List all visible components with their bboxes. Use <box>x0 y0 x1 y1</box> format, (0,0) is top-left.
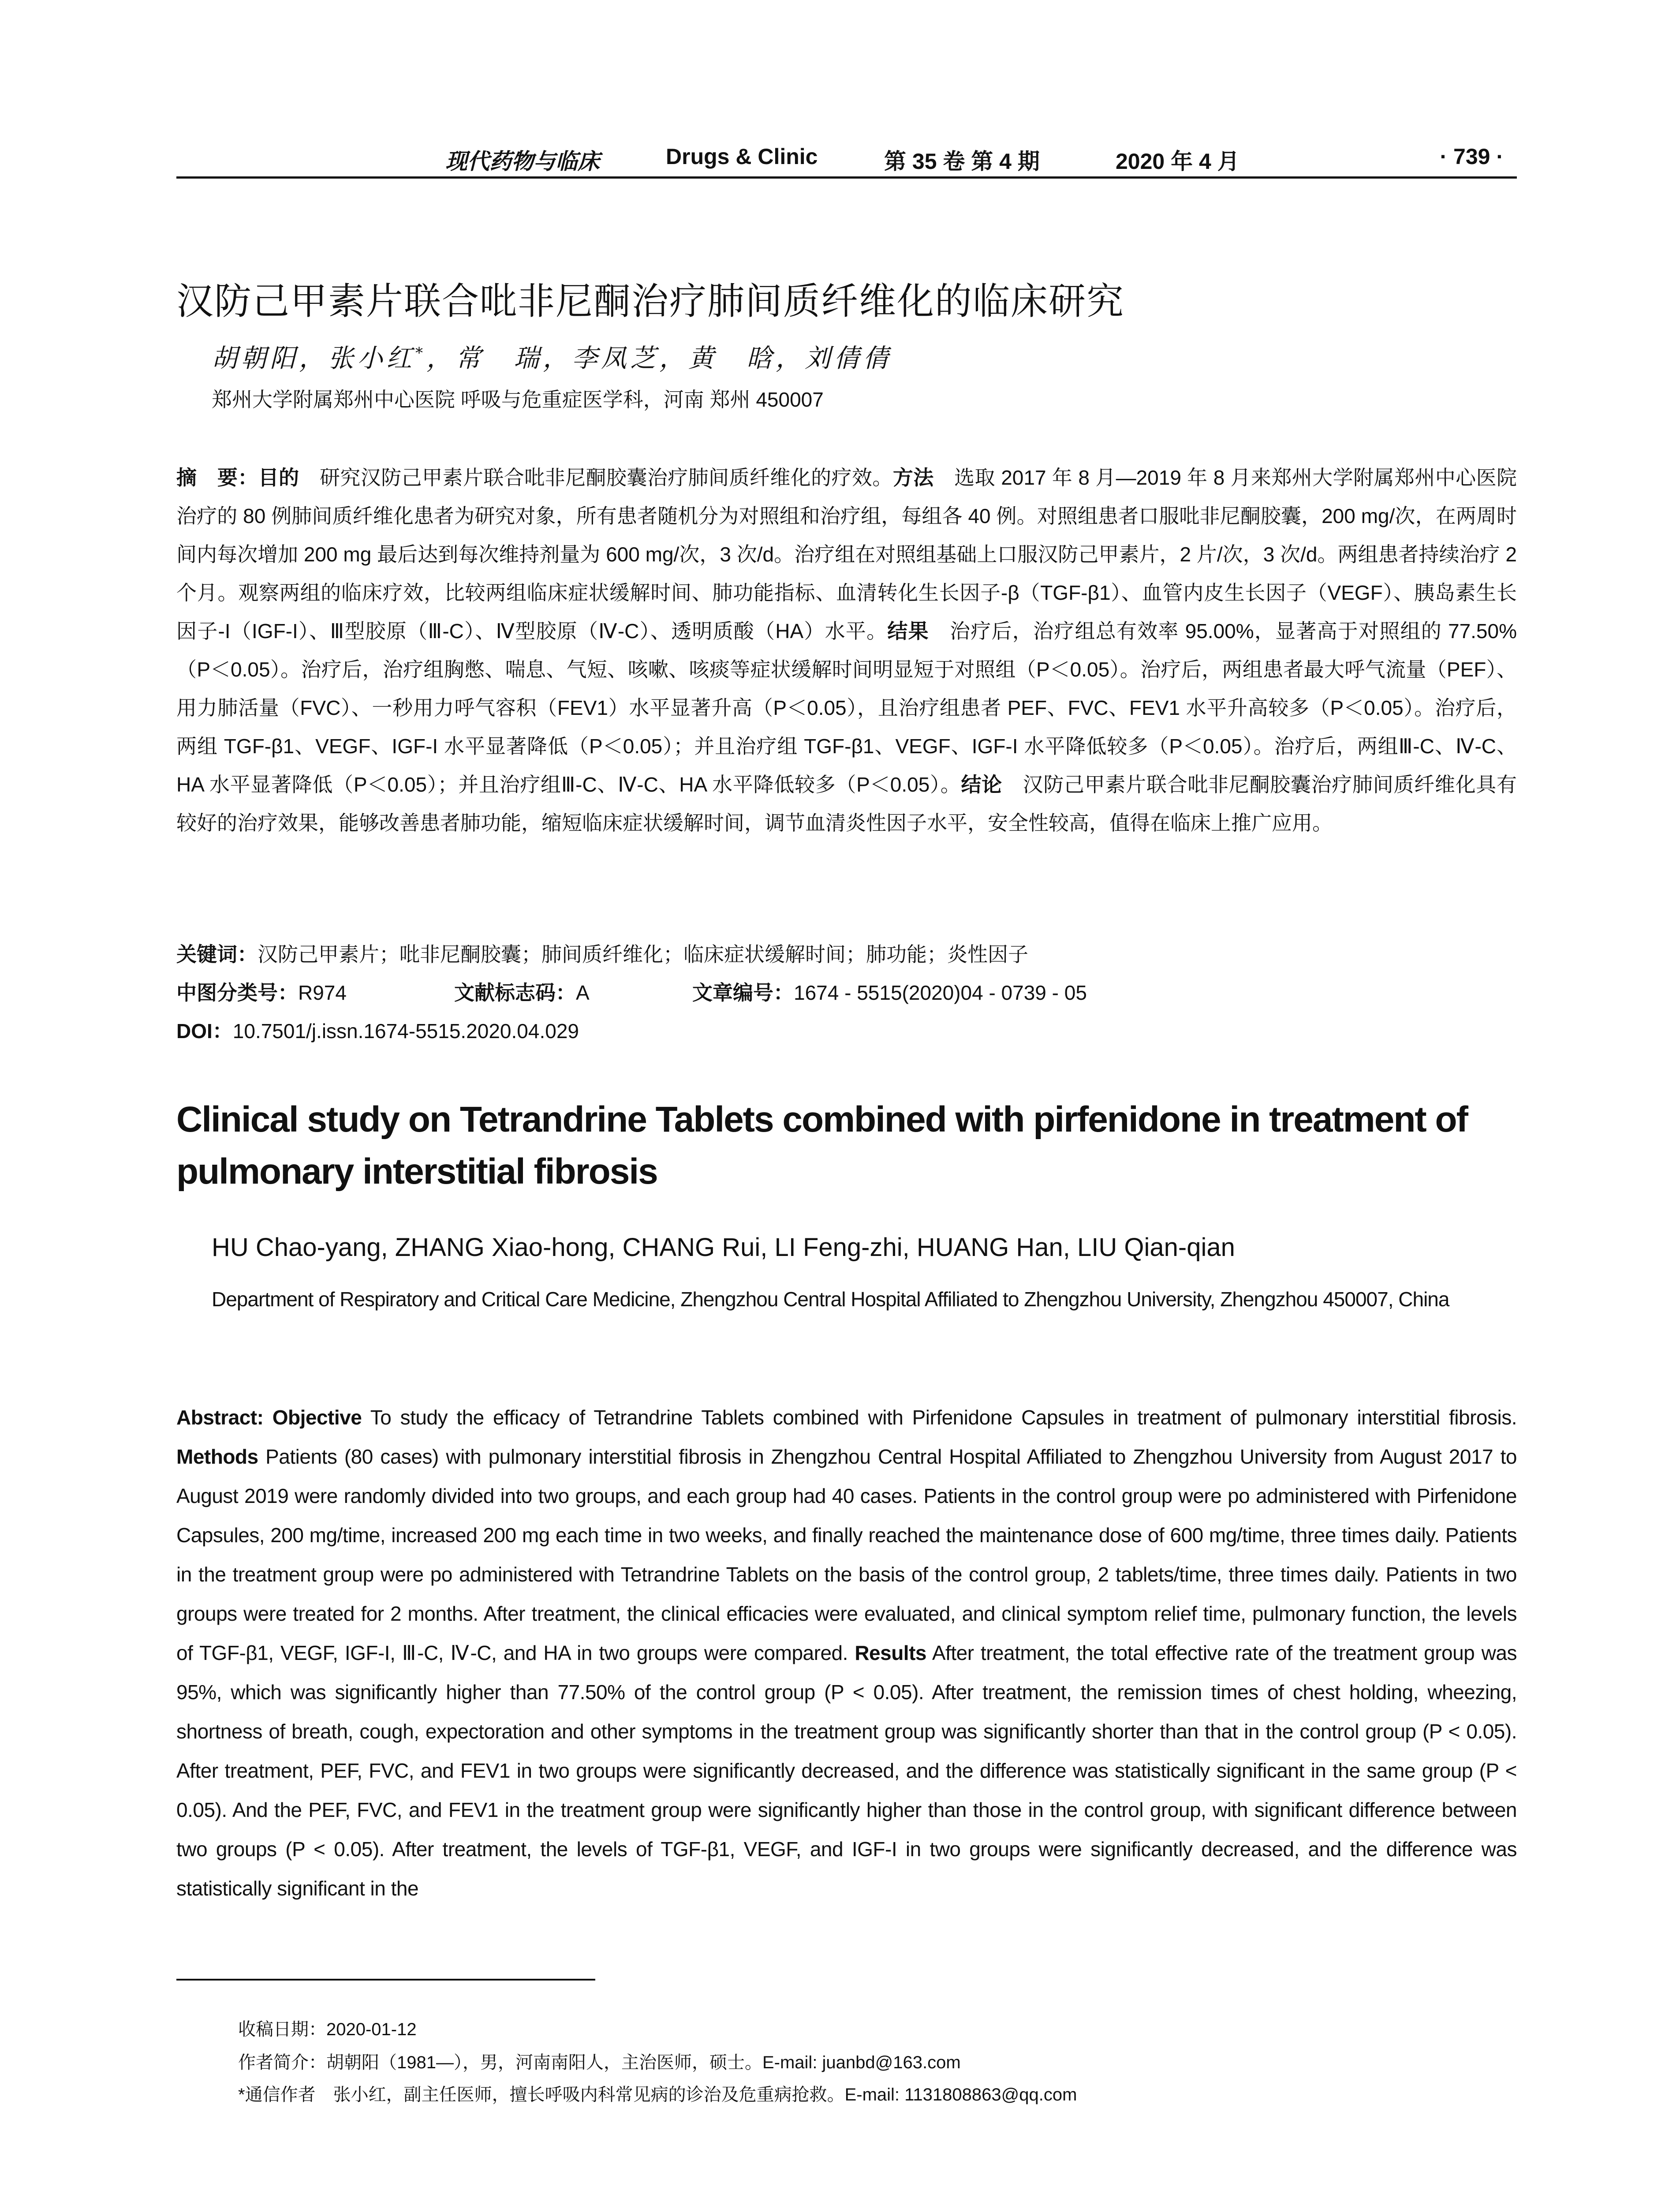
footnote-author-bio: 作者简介：胡朝阳（1981—），男，河南南阳人，主治医师，硕士。E-mail: juanbd@163.com <box>238 2053 961 2072</box>
doc-code: A <box>576 981 590 1004</box>
results-text-en: After treatment, the total effective rate of the treatment group was 95%, which was significantly higher than 77.50% of the control group (P < 0.05). After treatment, the remission times of chest holding, wheezing, shortness of breath, cough, expectoration and other symptoms in the treatment group was significantly shorter than that in the control group (P < 0.05). After treatment, PEF, FVC, and FEV1 in two groups were significantly decreased, and the difference was statistically significant in the same group (P < 0.05). And the PEF, FVC, and FEV1 in the treatment group were significantly higher than those in the control group, with significant difference between two groups (P < 0.05). After treatment, the levels of TGF-β1, VEGF, and IGF-I in two groups were significantly decreased, and the difference was statistically significant in the <box>176 1641 1517 1900</box>
doi-value: 10.7501/j.issn.1674-5515.2020.04.029 <box>232 1020 579 1043</box>
running-header <box>176 140 1517 178</box>
objective-label-en: Objective <box>272 1406 362 1429</box>
doi-line <box>176 1015 1517 1044</box>
affiliation-en: Department of Respiratory and Critical Care Medicine, Zhengzhou Central Hospital Affiliated to Zhengzhou University, Zhengzhou 450007, China <box>212 1288 1449 1311</box>
article-no-label: 文章编号： <box>692 981 794 1004</box>
footnote-corresponding-author: *通信作者 张小红，副主任医师，擅长呼吸内科常见病的诊治及危重病抢救。E-mail: 1131808863@qq.com <box>238 2085 1077 2104</box>
keywords-text: 汉防己甲素片；吡非尼酮胶囊；肺间质纤维化；临床症状缓解时间；肺功能；炎性因子 <box>258 943 1028 966</box>
author-list-cn <box>212 337 892 374</box>
affiliation-cn: 郑州大学附属郑州中心医院 呼吸与危重症医学科，河南 郑州 450007 <box>212 388 824 411</box>
methods-label-cn: 方法 <box>892 466 934 489</box>
abstract-label-cn: 摘 要： <box>176 466 258 489</box>
corresponding-mark: * <box>415 344 427 362</box>
keywords-label: 关键词： <box>176 943 258 966</box>
results-label-en: Results <box>855 1641 926 1664</box>
journal-name-en: Drugs & Clinic <box>666 144 818 169</box>
volume-issue: 第 35 卷 第 4 期 <box>884 149 1040 174</box>
authors-cn-first: 胡朝阳，张小红 <box>212 343 416 373</box>
conclusion-text-cn: 汉防己甲素片联合吡非尼酮胶囊治疗肺间质纤维化具有较好的治疗效果，能够改善患者肺功能，缩短临床症状缓解时间，调节血清炎性因子水平，安全性较高，值得在临床上推广应用。 <box>176 773 1517 834</box>
author-list-en: HU Chao-yang, ZHANG Xiao-hong, CHANG Rui, LI Feng-zhi, HUANG Han, LIU Qian-qian <box>212 1233 1235 1262</box>
methods-label-en: Methods <box>176 1445 258 1468</box>
journal-name-cn: 现代药物与临床 <box>445 148 600 174</box>
results-label-cn: 结果 <box>887 620 929 643</box>
conclusion-label-cn: 结论 <box>961 773 1002 796</box>
abstract-en <box>176 1398 1517 1908</box>
authors-cn-rest: ，常 瑞，李凤芝，黄 晗，刘倩倩 <box>426 343 892 373</box>
footnote-rule <box>176 1979 595 1981</box>
doc-code-label: 文献标志码： <box>454 981 576 1004</box>
keywords-cn <box>176 938 1517 968</box>
page-number: · 739 · <box>1440 144 1504 169</box>
classification-line <box>176 977 1517 1006</box>
article-no: 1674 - 5515(2020)04 - 0739 - 05 <box>794 981 1087 1004</box>
abstract-cn <box>176 459 1517 842</box>
footnote-received-date: 收稿日期：2020-01-12 <box>238 2020 417 2039</box>
objective-text-en: To study the efficacy of Tetrandrine Tablets combined with Pirfenidone Capsules in treatment of pulmonary interstitial fibrosis. <box>362 1406 1517 1429</box>
methods-text-cn: 选取 2017 年 8 月—2019 年 8 月来郑州大学附属郑州中心医院治疗的 80 例肺间质纤维化患者为研究对象，所有患者随机分为对照组和治疗组，每组各 40 例。对照组患者口服吡非尼酮胶囊，200 mg/次，在两周时间内每次增加 200 mg 最后达到每次维持剂量为 600 mg/次，3 次/d。治疗组在对照组基础上口服汉防己甲素片，2 片/次，3 次/d。两组患者持续治疗 2 个月。观察两组的临床疗效，比较两组临床症状缓解时间、肺功能指标、血清转化生长因子-β（TGF-β1）、血管内皮生长因子（VEGF）、胰岛素生长因子-I（IGF-I）、Ⅲ型胶原（Ⅲ-C）、Ⅳ型胶原（Ⅳ-C）、透明质酸（HA）水平。 <box>176 466 1517 643</box>
abstract-label-en: Abstract: <box>176 1406 273 1429</box>
clc-label: 中图分类号： <box>176 981 298 1004</box>
header-rule <box>176 176 1517 179</box>
objective-text-cn: 研究汉防己甲素片联合吡非尼酮胶囊治疗肺间质纤维化的疗效。 <box>299 466 893 489</box>
results-text-cn: 治疗后，治疗组总有效率 95.00%，显著高于对照组的 77.50%（P＜0.05）。治疗后，治疗组胸憋、喘息、气短、咳嗽、咳痰等症状缓解时间明显短于对照组（P＜0.05）。治疗后，两组患者最大呼气流量（PEF）、用力肺活量（FVC）、一秒用力呼气容积（FEV1）水平显著升高（P＜0.05），且治疗组患者 PEF、FVC、FEV1 水平升高较多（P＜0.05）。治疗后，两组 TGF-β1、VEGF、IGF-I 水平显著降低（P＜0.05）；并且治疗组 TGF-β1、VEGF、IGF-I 水平降低较多（P＜0.05）。治疗后，两组Ⅲ-C、Ⅳ-C、HA 水平显著降低（P＜0.05）；并且治疗组Ⅲ-C、Ⅳ-C、HA 水平降低较多（P＜0.05）。 <box>176 620 1517 796</box>
doi-label: DOI： <box>176 1020 233 1043</box>
clc-code: R974 <box>298 981 347 1004</box>
article-title-cn: 汉防己甲素片联合吡非尼酮治疗肺间质纤维化的临床研究 <box>176 280 1125 322</box>
methods-text-en: Patients (80 cases) with pulmonary interstitial fibrosis in Zhengzhou Central Hospital Affiliated to Zhengzhou University from August 2017 to August 2019 were randomly divided into two groups, and each group had 40 cases. Patients in the control group were po administered with Pirfenidone Capsules, 200 mg/time, increased 200 mg each time in two weeks, and finally reached the maintenance dose of 600 mg/time, three times daily. Patients in the treatment group were po administered with Tetrandrine Tablets on the basis of the control group, 2 tablets/time, three times daily. Patients in two groups were treated for 2 months. After treatment, the clinical efficacies were evaluated, and clinical symptom relief time, pulmonary function, the levels of TGF-β1, VEGF, IGF-I, Ⅲ-C, Ⅳ-C, and HA in two groups were compared. <box>176 1445 1517 1664</box>
objective-label-cn: 目的 <box>258 466 299 489</box>
article-title-en: Clinical study on Tetrandrine Tablets combined with pirfenidone in treatment of pulmonary interstitial fibrosis <box>176 1099 1467 1192</box>
issue-date: 2020 年 4 月 <box>1116 149 1239 174</box>
